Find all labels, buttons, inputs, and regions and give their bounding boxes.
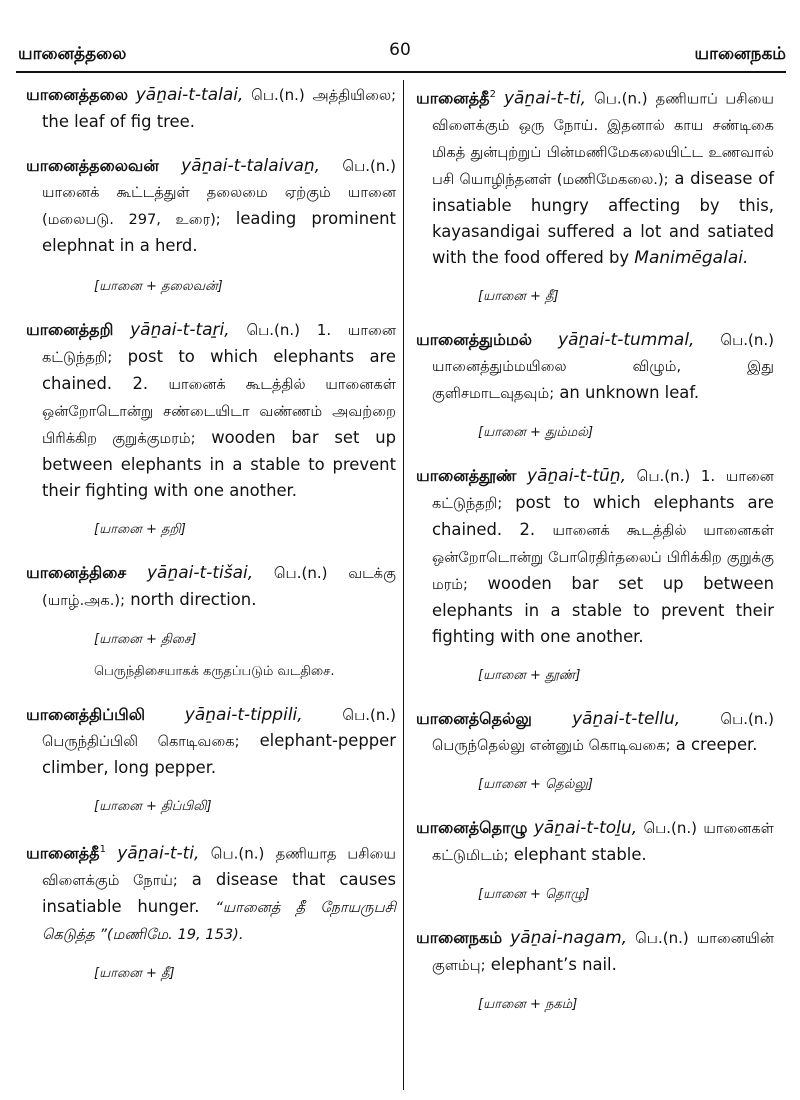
part-of-speech: பெ.(n.) <box>342 157 396 175</box>
etymology: [யானை + தும்மல்] <box>478 425 594 441</box>
headword: யானைத்திசை <box>26 563 127 582</box>
dictionary-entry <box>416 706 774 759</box>
headword: யானைத்தும்மல் <box>416 330 533 350</box>
part-of-speech: பெ.(n.) <box>594 89 648 108</box>
entry-note: பெருந்திசையாகக் கருதப்படும் வடதிசை. <box>94 664 335 679</box>
headword: யானைநகம் <box>416 928 503 948</box>
right-guideword: யானைநகம் <box>694 44 786 64</box>
definition-english: leading prominent elephnat in a herd. <box>42 209 396 255</box>
transliteration: yāṉai-t-taṟi, <box>130 320 230 340</box>
dictionary-entry <box>26 837 396 948</box>
etymology: [யானை + தீ] <box>94 966 175 982</box>
etymology: [யானை + தொழு] <box>478 887 590 903</box>
headword: யானைத்தலைவன் <box>26 156 159 175</box>
part-of-speech: பெ.(n.) <box>210 844 265 863</box>
left-guideword: யானைத்தலை <box>18 44 127 64</box>
transliteration: yāṉai-t-tellu, <box>572 709 681 730</box>
definition-english: wooden bar set up between elephants in a stable to prevent their fighting with one another. <box>42 428 396 500</box>
headword: யானைத்தீ <box>26 843 100 863</box>
definition-tamil: யானையின் குளம்பு; <box>432 930 774 975</box>
etymology: [யானை + நகம்] <box>478 997 578 1013</box>
transliteration: yāṉai-t-tišai, <box>147 563 254 583</box>
definition-english: a creeper. <box>675 735 758 755</box>
sense-number: 1. <box>316 321 332 339</box>
definition-english: elephant-pepper climber, long pepper. <box>42 731 396 777</box>
dictionary-entry <box>26 82 396 135</box>
part-of-speech: பெ.(n.) <box>720 710 774 729</box>
definition-tamil: யானைகள் கட்டுமிடம்; <box>432 820 774 865</box>
headword: யானைத்தலை <box>26 85 128 104</box>
dictionary-entry <box>26 702 396 781</box>
part-of-speech: பெ.(n.) <box>342 706 396 724</box>
definition-english: a disease of insatiable hungry affecting by this, kayasandigai suffered a lot and satiated with the food offered by <box>432 169 775 268</box>
sense-number: 1. <box>700 467 716 486</box>
definition-english: post to which elephants are chained. <box>42 347 396 393</box>
etymology: [யானை + தெல்லு] <box>478 777 593 793</box>
definition-english-italic: Manimēgalai. <box>634 248 749 269</box>
part-of-speech: பெ.(n.) <box>273 564 328 582</box>
part-of-speech: பெ.(n.) <box>246 321 301 339</box>
definition-tamil: யானைத்தும்மயிலை விழும், இது குளிசமாடவுதவும்; <box>432 358 774 403</box>
page-number: 60 <box>389 40 411 60</box>
headword: யானைத்தூண் <box>416 466 517 486</box>
homograph-number: 1 <box>99 844 106 855</box>
transliteration: yāṉai-t-tummal, <box>558 330 695 351</box>
definition-tamil: அத்தியிலை; <box>312 87 396 104</box>
citation-quote: “யானைத் தீ நோயருபசி கெடுத்த ”(மணிமே. 19, 153). <box>42 899 396 944</box>
definition-tamil: யானைக் கூடத்தில் யானைகள் ஒன்றோடொன்று போரெதிர்தலைப் பிரிக்கிற குறுக்கு மரம்; <box>432 522 774 594</box>
definition-tamil: பெருந்திப்பிலி கொடிவகை; <box>42 733 240 750</box>
etymology: [யானை + தூண்] <box>478 668 581 684</box>
definition-english: a disease that causes insatiable hunger. <box>42 870 396 917</box>
dictionary-entry <box>416 463 774 650</box>
definition-english: elephant stable. <box>513 845 647 865</box>
definition-english: post to which elephants are chained. <box>432 493 774 540</box>
part-of-speech: பெ.(n.) <box>635 929 689 948</box>
definition-english: an unknown leaf. <box>559 383 700 403</box>
transliteration: yāṉai-t-toḻu, <box>533 818 638 839</box>
dictionary-entry <box>416 82 774 271</box>
transliteration: yāṉai-t-ti, <box>503 88 587 109</box>
definition-tamil: யானை கட்டுந்தறி; <box>42 322 397 366</box>
dictionary-entry <box>26 317 396 504</box>
right-column <box>416 82 774 1035</box>
header-rule <box>16 71 786 73</box>
left-column <box>26 82 396 1004</box>
definition-tamil: தணியாத பசியை விளைக்கும் நோய்; <box>42 845 396 890</box>
transliteration: yāṉai-t-tippili, <box>184 705 303 725</box>
definition-english: north direction. <box>130 590 257 609</box>
dictionary-entry <box>26 560 396 614</box>
dictionary-entry <box>416 925 774 979</box>
etymology: [யானை + தறி] <box>94 522 186 537</box>
transliteration: yāṉai-t-tūṉ, <box>527 466 626 487</box>
homograph-number: 2 <box>489 89 496 100</box>
part-of-speech: பெ.(n.) <box>636 467 691 486</box>
definition-tamil: யானை கட்டுந்தறி; <box>432 468 774 513</box>
headword: யானைத்தொழு <box>416 818 528 838</box>
part-of-speech: பெ.(n.) <box>251 86 305 104</box>
part-of-speech: பெ.(n.) <box>720 331 774 350</box>
dictionary-entry <box>416 327 774 407</box>
etymology: [யானை + தலைவன்] <box>94 279 223 294</box>
etymology: [யானை + தீ] <box>478 289 559 305</box>
etymology: [யானை + திசை] <box>94 632 197 647</box>
transliteration: yāṉai-t-talaivaṉ, <box>181 156 321 176</box>
definition-english: the leaf of fig tree. <box>42 112 195 131</box>
definition-tamil: யானைக் கூடத்தில் யானைகள் ஒன்றோடொன்று சண்டையிடா வண்ணம் அவற்றை பிரிக்கிற குறுக்குமரம்; <box>42 376 396 447</box>
transliteration: yāṉai-t-talai, <box>135 85 244 105</box>
headword: யானைத்தெல்லு <box>416 709 532 729</box>
headword: யானைத்தீ <box>416 88 490 108</box>
definition-tamil: வடக்கு (யாழ்.அக.); <box>42 565 396 609</box>
definition-tamil: தணியாப் பசியை விளைக்கும் ஒரு நோய். இதனால் காய சண்டிகை மிகத் துன்புற்றுப் பின்மணிமேகலையிட்ட உணவால் பசி யொழிந்தனள் (மணிமேகலை.); <box>432 90 774 189</box>
headword: யானைத்தறி <box>26 320 114 339</box>
part-of-speech: பெ.(n.) <box>643 819 698 838</box>
etymology: [யானை + திப்பிலி] <box>94 799 212 814</box>
dictionary-entry <box>416 815 774 869</box>
definition-english: wooden bar set up between elephants in a stable to prevent their fighting with one another. <box>432 574 774 647</box>
dictionary-entry <box>26 153 396 259</box>
column-divider <box>403 80 404 1090</box>
transliteration: yāṉai-nagam, <box>510 928 628 949</box>
definition-tamil: யானைக் கூட்டத்துள் தலைமை ஏற்கும் யானை (மலைபடு. 297, உரை); <box>42 184 396 228</box>
transliteration: yāṉai-t-ti, <box>117 843 200 864</box>
definition-english: elephant’s nail. <box>490 955 617 975</box>
sense-number: 2. <box>132 374 149 393</box>
definition-tamil: பெருந்தெல்லு என்னும் கொடிவகை; <box>432 737 671 755</box>
headword: யானைத்திப்பிலி <box>26 705 146 724</box>
sense-number: 2. <box>519 520 536 540</box>
